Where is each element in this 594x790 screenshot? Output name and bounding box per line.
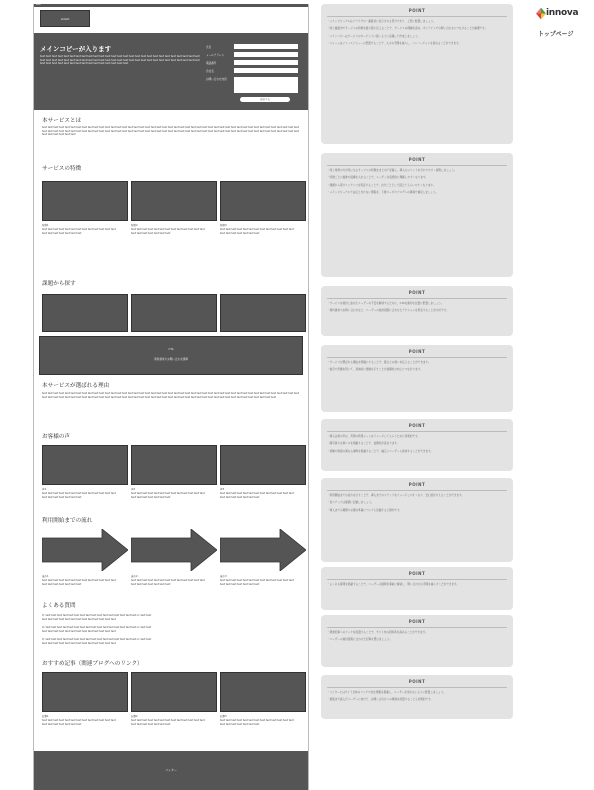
feature-image: [220, 181, 306, 221]
point-body: [327, 169, 507, 199]
flow-caption: 流れ1: [42, 575, 49, 578]
point-panel: [321, 4, 513, 144]
article-caption[interactable]: 記事1: [42, 715, 49, 718]
point-text: ・同じ画面内でサービスの特徴を最大限に伝えることで、サービスの理解を深め、オンラインでの問い合わせにつなげることが重要です。: [327, 27, 488, 31]
point-text: ・メインビジュアルでは伝えきれない情報を、下層ページやブログへの導線で補足しましょう。: [327, 191, 439, 195]
point-text: ・サービスが選ばれる理由を明確にすることで、競合との違いを伝えることができます。: [327, 361, 431, 364]
feature-caption: 特徴1: [42, 224, 49, 227]
point-text: ・顔写真や企業ロゴを掲載することで、信頼性が高まります。: [327, 442, 400, 446]
point-body: [327, 631, 507, 646]
point-divider: [327, 431, 507, 432]
voice-caption: 声3: [220, 488, 225, 491]
point-title: POINT: [408, 8, 426, 13]
cta-banner[interactable]: [39, 336, 303, 375]
point-text: ・フォームはファーストビューに配置することで、入力の手間を減らし、コンバージョンを高めることができます。: [327, 42, 462, 46]
faq-item[interactable]: Q: text text text text text text text text text text text text text text text text A: text text text text text text text text text text text text text text text: [42, 638, 152, 645]
cta-sub: 資料請求やお問い合わせ誘導: [154, 358, 188, 361]
flow-caption: 流れ3: [220, 575, 227, 578]
point-divider: [327, 687, 507, 688]
article-text: text text text text text text text text text text text text text text text text text text text text: [220, 719, 294, 726]
point-panel: [321, 615, 513, 667]
point-panel: [321, 675, 513, 719]
brand-name[interactable]: innova: [546, 8, 579, 18]
company-field[interactable]: [234, 68, 298, 73]
point-panel: [321, 419, 513, 471]
point-text: ・同じ業界の方が気になるサービスの特徴をまとめて記載し、導入のメリットを分かりやすく説明しましょう。: [327, 169, 457, 172]
feature-image: [131, 181, 217, 221]
wireframe-topbar: [34, 4, 308, 7]
message-textarea[interactable]: [234, 77, 298, 93]
point-text: ・よくある質問を掲載することで、ユーザーの疑問を事前に解消し、問い合わせの手間を減らすことができます。: [327, 583, 460, 586]
form-row: [206, 52, 302, 59]
voice-text: text text text text text text text text text text text text text text text text text text text text: [220, 492, 294, 499]
form-label: メールアドレス: [206, 54, 225, 57]
point-divider: [327, 627, 507, 628]
point-title: POINT: [408, 423, 426, 428]
point-text: ・サービスを検討し始めたユーザーの不安を解消するために、CTAを適切な位置に配置しましょう。: [327, 302, 444, 305]
point-text: ・資料請求やお問い合わせなど、ユーザーの検討段階に合わせたアクションを用意することが大切です。: [327, 309, 449, 313]
form-label: 電話番号: [206, 62, 217, 65]
point-body: [327, 20, 507, 50]
point-divider: [327, 490, 507, 491]
point-title: POINT: [408, 619, 426, 624]
point-divider: [327, 298, 507, 299]
voice-text: text text text text text text text text text text text text text text text text text text text text: [131, 492, 205, 499]
flow-caption: 流れ2: [131, 575, 138, 578]
point-text: ・フッターにはサイト全体のリンクや会社情報を掲載し、ユーザーが迷わないように配置しましょう。: [327, 691, 446, 694]
page-title: トップページ: [538, 31, 574, 38]
point-panel: [321, 478, 513, 562]
point-text: ・利用開始までの流れを示すことで、導入までのステップをイメージしやすくなり、安心感を与えることができます。: [327, 494, 465, 497]
section-title-articles: おすすめ記事（関連ブログへのリンク）: [42, 661, 143, 667]
issue-image[interactable]: [42, 294, 128, 332]
faq-item[interactable]: Q: text text text text text text text text text text text text text text text text A: text text text text text text text text text text text text text text text: [42, 626, 152, 633]
faq-item[interactable]: Q: text text text text text text text text text text text text text text text text A: text text text text text text text text text text text text text text text: [42, 614, 152, 621]
voice-text: text text text text text text text text text text text text text text text text text text text text: [42, 492, 116, 499]
innova-logo-icon: [536, 7, 546, 20]
submit-button[interactable]: 送信する: [240, 97, 290, 102]
point-body: [327, 435, 507, 457]
issue-image[interactable]: [131, 294, 217, 332]
email-field[interactable]: [234, 52, 298, 57]
point-text: ・特徴ごとに画像や図解を入れることで、ユーザーが直感的に理解しやすくなります。: [327, 176, 428, 180]
point-divider: [327, 579, 507, 580]
point-text: ・最後まで読んだユーザーに向けて、お問い合わせへの導線を設置することも効果的です。: [327, 698, 434, 702]
point-body: [327, 691, 507, 706]
flow-text: text text text text text text text text text text text text text text text text text text text text: [220, 579, 294, 586]
cta-label: CTA: [168, 348, 174, 351]
point-body: [327, 494, 507, 516]
voice-caption: 声1: [42, 488, 47, 491]
hero-section: [34, 33, 308, 110]
about-text: text text text text text text text text text text text text text text text text text text text text text text text text text text text text text text text text text text text text text text text text text text text text text text text text text text text text text text text text text text text text text text text text text text text text text text text text text text text text text text text text text text text text text text text text text text text text text text text text: [42, 126, 299, 137]
feature-caption: 特徴3: [220, 224, 227, 227]
form-row: [206, 44, 302, 51]
point-title: POINT: [408, 290, 426, 295]
point-text: ・メインビジュアルはブラウザの一番最初に表示される部分であり、上部に配置しましょう。: [327, 20, 436, 23]
point-body: [327, 583, 507, 590]
flow-text: text text text text text text text text text text text text text text text text text text text text: [42, 579, 116, 586]
wireframe-page: [33, 4, 309, 790]
point-panel: [321, 153, 513, 277]
point-text: ・関連記事へのリンクを設置することで、サイト内の回遊率を高めることができます。: [327, 631, 428, 634]
form-label: お問い合わせ内容: [206, 78, 227, 81]
flow-text: text text text text text text text text text text text text text text text text text text text text: [131, 579, 205, 586]
point-title: POINT: [408, 157, 426, 162]
flow-step-arrow: [220, 529, 306, 571]
form-label: 会社名: [206, 70, 214, 73]
point-text: ・課題から探すコンテンツを用意することで、自分ごととして捉えてもらいやすくなります。: [327, 183, 436, 187]
point-text: ・ユーザーの検討段階に合わせた記事を選びましょう。: [327, 638, 392, 642]
footer: フッター: [34, 751, 308, 790]
point-text: ・業種や規模の異なる事例を掲載することで、幅広いユーザーに訴求することができます。: [327, 449, 434, 453]
article-thumbnail[interactable]: [42, 672, 128, 712]
point-title: POINT: [408, 482, 426, 487]
voice-image: [131, 445, 217, 485]
main-copy: メインコピーが入ります: [40, 45, 112, 53]
point-divider: [327, 165, 507, 166]
point-title: POINT: [408, 679, 426, 684]
voice-image: [220, 445, 306, 485]
point-panel: [321, 345, 513, 412]
point-text: ・各ステップは簡潔に記載しましょう。: [327, 501, 374, 505]
article-text: text text text text text text text text text text text text text text text text text text text text: [42, 719, 116, 726]
point-text: ・導入までの期間や必要な準備についても記載すると親切です。: [327, 508, 402, 512]
point-body: [327, 302, 507, 317]
voice-caption: 声2: [131, 488, 136, 491]
section-title-flow: 利用開始までの流れ: [42, 518, 93, 524]
flow-step-arrow: [42, 529, 128, 571]
point-text: ・導入企業の声は、実際の利用シーンをイメージしてもらうために効果的です。: [327, 435, 421, 438]
article-text: text text text text text text text text text text text text text text text text text text text text: [131, 719, 205, 726]
feature-text: text text text text text text text text text text text text text text text text text text text text: [131, 228, 205, 235]
hero-text: text text text text text text text text text text text text text text text text text text text text text text text text text text text text text text text text text text text text text text text text text text text text text text text text text text text text text text text text text text text text text text text text text text text text text: [40, 55, 200, 66]
article-caption[interactable]: 記事2: [131, 715, 138, 718]
article-caption[interactable]: 記事3: [220, 715, 227, 718]
point-panel: [321, 286, 513, 336]
name-field[interactable]: [234, 44, 298, 49]
point-title: POINT: [408, 571, 426, 576]
voice-image: [42, 445, 128, 485]
section-title-voices: お客様の声: [42, 434, 70, 440]
issue-image[interactable]: [220, 294, 306, 332]
feature-text: text text text text text text text text text text text text text text text text text text text text: [42, 228, 116, 235]
point-title: POINT: [408, 349, 426, 354]
section-title-issues: 課題から探す: [42, 281, 76, 287]
point-divider: [327, 357, 507, 358]
feature-caption: 特徴2: [131, 224, 138, 227]
form-row: [206, 60, 302, 67]
section-title-features: サービスの特徴: [42, 166, 82, 172]
form-row: [206, 68, 302, 75]
logo-placeholder: LOGO: [40, 10, 90, 27]
phone-field[interactable]: [234, 60, 298, 65]
reasons-text: text text text text text text text text text text text text text text text text text text text text text text text text text text text text text text text text text text text text text text text text text text text text text text text text text text text text text text text text text text text text text text text text text text text text text text text text text text text text text text text text text text text text text text: [42, 392, 299, 399]
feature-image: [42, 181, 128, 221]
flow-step-arrow: [131, 529, 217, 571]
point-text: ・メインコピーはサービスのターゲットに届くように意識して作成しましょう。: [327, 34, 421, 38]
article-thumbnail[interactable]: [220, 672, 306, 712]
section-title-reasons: 本サービスが選ばれる理由: [42, 383, 110, 389]
topbar-label: xxxx: [36, 4, 41, 6]
article-thumbnail[interactable]: [131, 672, 217, 712]
point-text: ・数字や実績を用いて、具体的に根拠を示すことが信頼性の向上につながります。: [327, 368, 423, 372]
point-body: [327, 361, 507, 376]
point-panel: [321, 567, 513, 610]
section-title-about: 本サービスとは: [42, 118, 82, 124]
section-title-faq: よくある質問: [42, 603, 76, 609]
point-divider: [327, 16, 507, 17]
feature-text: text text text text text text text text text text text text text text text text text text text text: [220, 228, 294, 235]
form-label: 氏名: [206, 46, 212, 49]
